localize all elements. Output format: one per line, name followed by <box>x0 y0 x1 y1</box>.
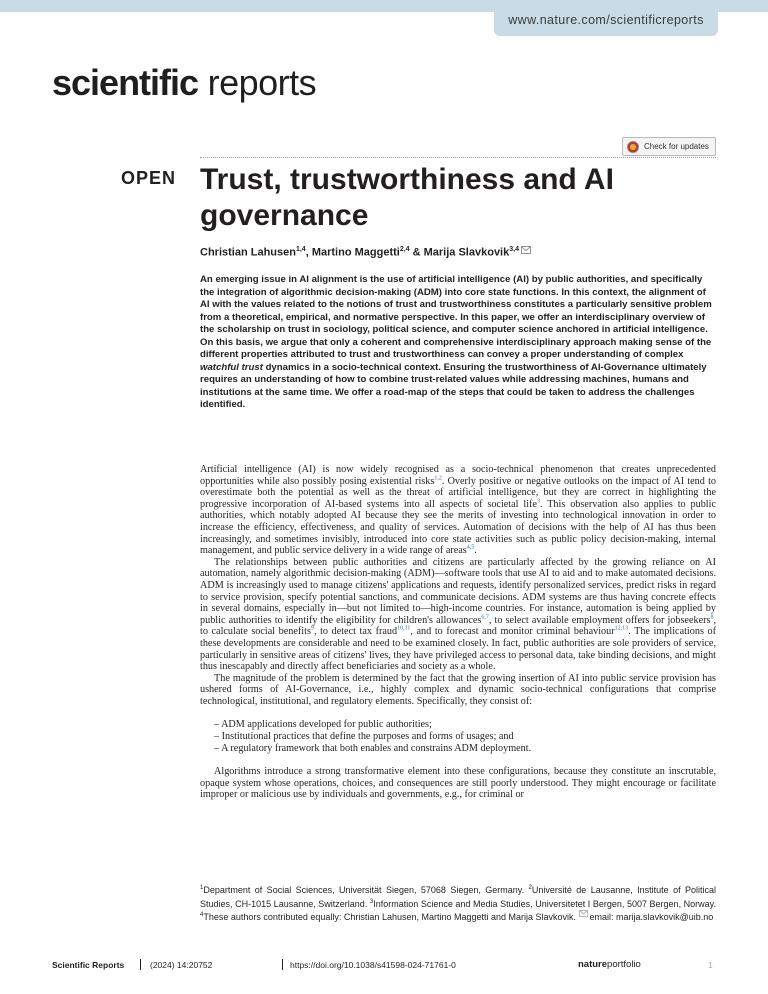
corresponding-email[interactable]: email: marija.slavkovik@uib.no <box>589 912 714 922</box>
check-for-updates-button[interactable] <box>622 137 716 156</box>
body-paragraph: Algorithms introduce a strong transformative element into these configurations, because they constitute an inscrutable, opaque system whose operations, choices, and consequences are still poorly understood. They might encourage or facilitate improper or malicious use by individuals and governments, e.g., for criminal or <box>200 766 716 801</box>
body-paragraph: Artificial intelligence (AI) is now widely recognised as a socio-technical phenomenon that creates unprecedented opportunities while also possibly posing existential risks$^{1,2}$. Overly positive or negative outlooks on the impact of AI tend to overestimate both the potential as well as the threat of artificial intelligence, but they are correct in highlighting the progressive incorporation of AI-based systems into all aspects of societal life$^3$. This observation also applies to public authorities, which notably adopted AI because they see the merits of investing into technological innovation in order to increase the efficiency, effectiveness, and quality of services. Automation of decisions with the help of AI has thus been increasingly, and sometimes invisibly, introduced into core state activities such as public policy decision-making, internal management, and public service delivery in a wide range of areas$^{4,5}$. <box>200 464 716 557</box>
envelope-icon[interactable] <box>521 246 531 254</box>
citation-link[interactable]: 10,11 <box>397 625 411 632</box>
citation-link[interactable]: 12,13 <box>614 625 629 632</box>
header-divider <box>200 157 716 158</box>
citation-link[interactable]: 1,2 <box>434 475 442 482</box>
affiliation-ref: 3,4 <box>509 246 519 253</box>
article-title: Trust, trustworthiness and AI governance <box>200 163 614 232</box>
open-access-label: OPEN <box>121 168 177 188</box>
page-number: 1 <box>708 960 713 970</box>
affiliation-ref: 1,4 <box>295 246 306 253</box>
doi-link[interactable]: https://doi.org/10.1038/s41598-024-71761-0 <box>290 960 456 970</box>
affiliation-ref: 2,4 <box>399 246 410 253</box>
citation-link[interactable]: 9 <box>310 625 314 632</box>
footer-divider <box>282 959 283 970</box>
affiliations-footnote: $^1$Department of Social Sciences, Universität Siegen, 57068 Siegen, Germany. $^2$Université de Lausanne, Institute of Political Studies, CH-1015 Lausanne, Switzerland. $^3$Information Science and Media Studies, Universitetet I Bergen, 5007 Bergen, Norway. $^4$These authors contributed equally: Christian Lahusen, Martino Maggetti and Marija Slavkovik. email: marija.slavkovik@uib.no <box>200 885 716 922</box>
journal-url[interactable]: www.nature.com/scientificreports <box>508 13 704 27</box>
author-list: Christian Lahusen$^{1,4}$, Martino Maggetti$^{2,4}$ & Marija Slavkovik$^{3,4}$ <box>200 246 531 259</box>
journal-brand-logo: scientific reports <box>52 62 317 103</box>
footer-divider <box>140 959 141 970</box>
component-list <box>214 719 716 754</box>
citation-link[interactable]: 3 <box>536 498 540 505</box>
citation-link[interactable]: 6,7 <box>481 614 489 621</box>
author-name[interactable]: Martino Maggetti <box>311 246 400 259</box>
check-for-updates-label: Check for updates <box>644 142 709 151</box>
list-item: – Institutional practices that define the purposes and forms of usages; and <box>214 731 514 743</box>
author-name[interactable]: Christian Lahusen <box>200 246 296 259</box>
abstract: An emerging issue in AI alignment is the use of artificial intelligence (AI) by public authorities, and specifically the integration of algorithmic decision-making (ADM) into core state functions. In this context, the alignment of AI with the values related to the notions of trust and trustworthiness constitutes a particularly sensitive problem from a theoretical, empirical, and normative perspective. In this paper, we offer an interdisciplinary overview of the scholarship on trust in sociology, political science, and computer science anchored in artificial intelligence. On this basis, we argue that only a coherent and comprehensive interdisciplinary approach making sense of the different properties attributed to trust and trustworthiness can convey a proper understanding of complex watchful trust dynamics in a socio-technical context. Ensuring the trustworthiness of AI-Governance ultimately requires an understanding of how to combine trust-related values while addressing machines, humans and institutions at the same time. We offer a road-map of the steps that could be taken to address the challenges identified. <box>200 274 712 410</box>
list-item: – A regulatory framework that both enables and constrains ADM deployment. <box>214 742 532 754</box>
citation-link[interactable]: 4,5 <box>466 544 475 551</box>
body-paragraph: The relationships between public authorities and citizens are particularly affected by the growing reliance on AI automation, namely algorithmic decision-making (ADM)—software tools that use AI to aid and to make automated decisions. ADM is increasingly used to manage citizens' applications and requests, identify personalized services, predict risks in regard to service provision, specify potential sanctions, and communicate decisions. ADM systems are thus having concrete effects in several domains, especially in—but not limited to—high-income countries. For instance, automation is being applied by public authorities to identify the eligibility for children's allowances$^{6,7}$, to select available employment offers for jobseekers$^8$, to calculate social benefits$^9$, to detect tax fraud$^{10,11}$, and to forecast and monitor criminal behaviour$^{12,13}$. The implications of these developments are considerable and need to be examined closely. In fact, public authorities are sole providers of service, particularly in sensitive areas of citizens' lives, they have privileged access to personal data, take binding decisions, and might thus inescapably and directly affect beneficiaries and society as a whole. <box>200 556 716 673</box>
envelope-icon <box>579 910 588 917</box>
author-name[interactable]: Marija Slavkovik <box>423 246 510 259</box>
article-body <box>200 464 716 801</box>
list-item: – ADM applications developed for public authorities; <box>214 719 432 731</box>
citation-link[interactable]: 8 <box>710 614 714 621</box>
nature-portfolio-logo: natureportfolio <box>578 959 641 970</box>
footer-volume: (2024) 14:20752 <box>150 960 213 970</box>
body-paragraph: The magnitude of the problem is determined by the fact that the growing insertion of AI into public service provision has ushered forms of AI-Governance, i.e., highly complex and dynamic socio-technical configurations that comprise technological, institutional, and regulatory elements. Specifically, they consist of: <box>200 672 716 707</box>
crossmark-icon <box>627 141 639 153</box>
url-tab[interactable] <box>494 0 718 36</box>
footer-journal: Scientific Reports <box>52 960 125 970</box>
